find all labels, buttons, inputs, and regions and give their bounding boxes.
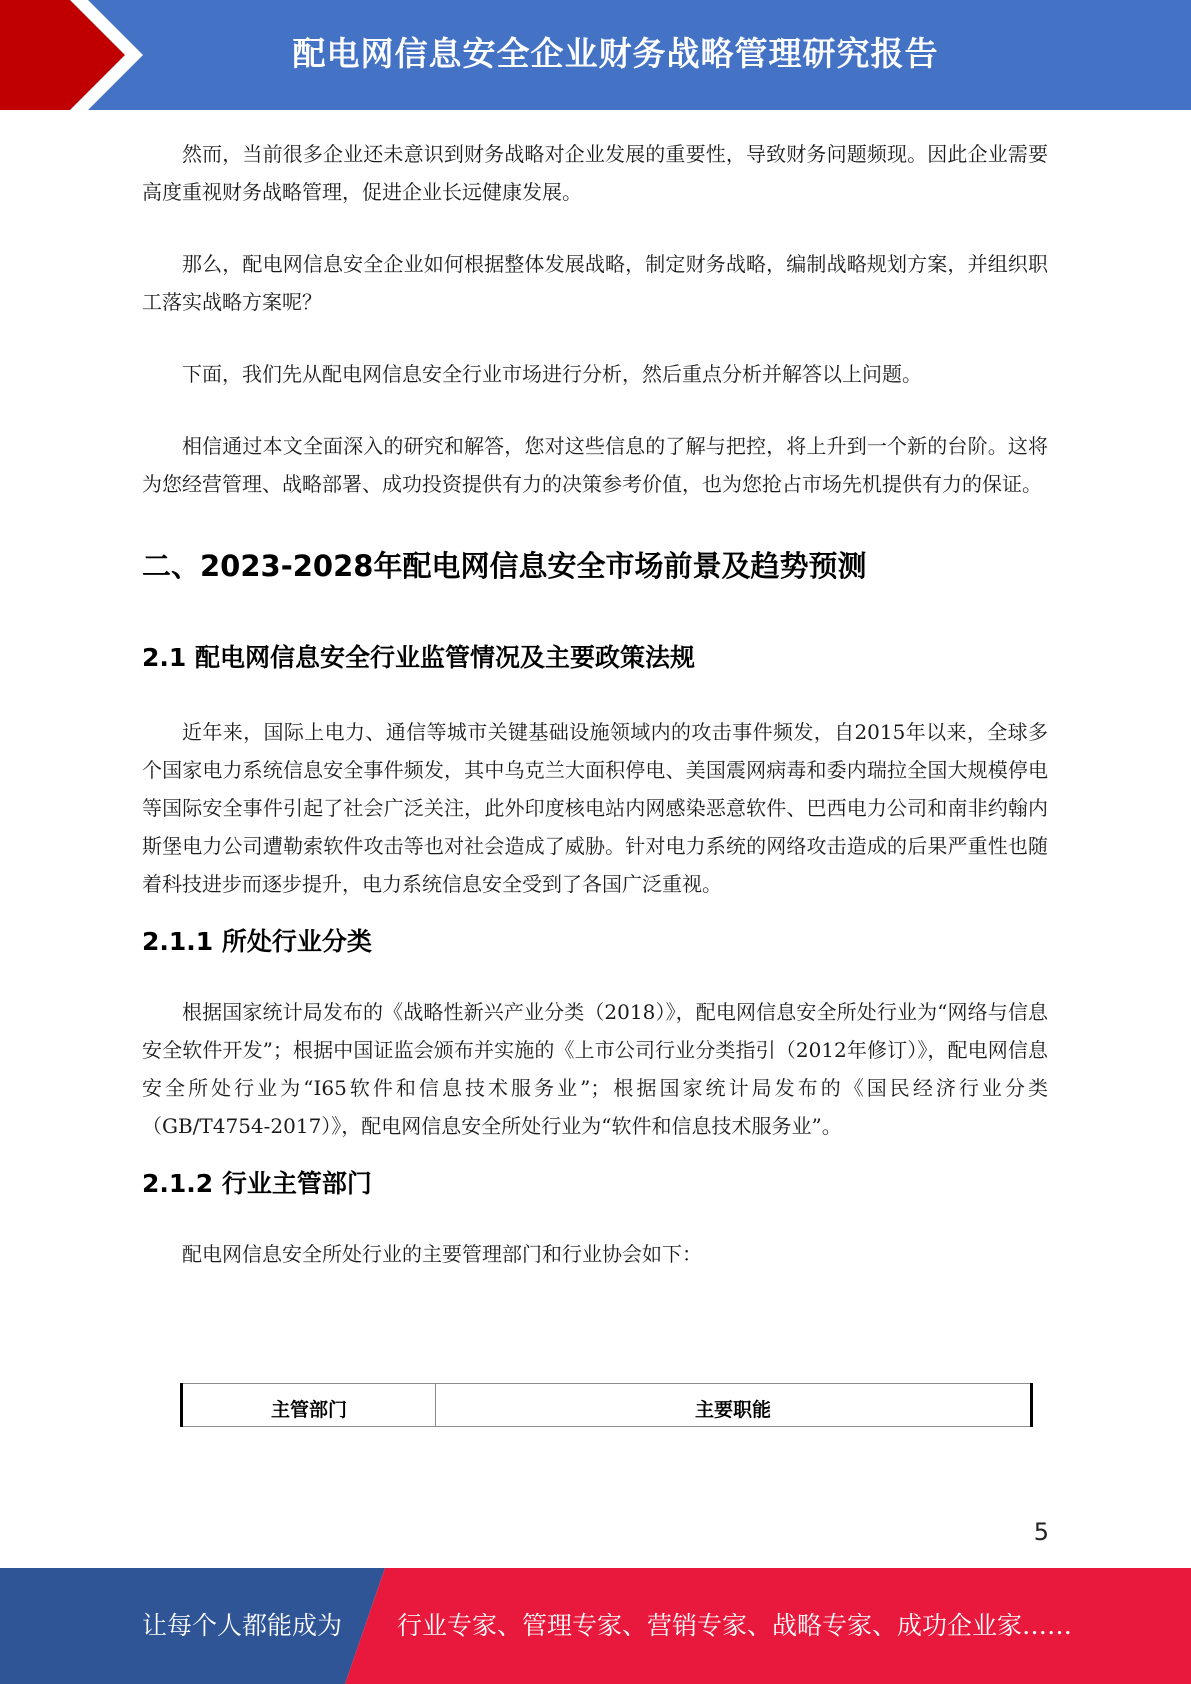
section-2-1-2-paragraph: 配电网信息安全所处行业的主要管理部门和行业协会如下： [182, 1242, 702, 1266]
section-2-1-heading: 2.1 配电网信息安全行业监管情况及主要政策法规 [142, 643, 695, 672]
page-header [0, 0, 1191, 110]
header-chevron-decoration [0, 0, 150, 110]
table-header-duties: 主要职能 [436, 1384, 1032, 1427]
section-2-heading: 二、2023-2028年配电网信息安全市场前景及趋势预测 [142, 549, 867, 583]
footer-slogan-right: 行业专家、管理专家、营销专家、战略专家、成功企业家…… [397, 1611, 1073, 1640]
page-footer [0, 1568, 1191, 1684]
paragraph-intro-1: 然而，当前很多企业还未意识到财务战略对企业发展的重要性，导致财务问题频现。因此企业需要高度重视财务战略管理，促进企业长远健康发展。 [142, 142, 1048, 204]
paragraph-intro-2: 那么，配电网信息安全企业如何根据整体发展战略，制定财务战略，编制战略规划方案，并组织职工落实战略方案呢？ [142, 252, 1048, 314]
table-header-department: 主管部门 [182, 1384, 436, 1427]
paragraph-intro-3: 下面，我们先从配电网信息安全行业市场进行分析，然后重点分析并解答以上问题。 [182, 362, 922, 386]
footer-slogan-left: 让每个人都能成为 [142, 1611, 343, 1640]
table-header-row [182, 1384, 1032, 1427]
section-2-1-paragraph: 近年来，国际上电力、通信等城市关键基础设施领域内的攻击事件频发，自2015年以来，全球多个国家电力系统信息安全事件频发，其中乌克兰大面积停电、美国震网病毒和委内瑞拉全国大规模停电等国际安全事件引起了社会广泛关注，此外印度核电站内网感染恶意软件、巴西电力公司和南非约翰内斯堡电力公司遭勒索软件攻击等也对社会造成了威胁。针对电力系统的网络攻击造成的后果严重性也随着科技进步而逐步提升，电力系统信息安全受到了各国广泛重视。 [142, 720, 1048, 896]
section-2-1-2-heading: 2.1.2 行业主管部门 [142, 1169, 372, 1198]
section-2-1-1-heading: 2.1.1 所处行业分类 [142, 927, 372, 956]
page-number: 5 [1033, 1518, 1049, 1546]
departments-table [180, 1383, 1033, 1427]
paragraph-intro-4: 相信通过本文全面深入的研究和解答，您对这些信息的了解与把控，将上升到一个新的台阶。这将为您经营管理、战略部署、成功投资提供有力的决策参考价值，也为您抢占市场先机提供有力的保证。 [142, 434, 1048, 496]
section-2-1-1-paragraph: 根据国家统计局发布的《战略性新兴产业分类（2018）》，配电网信息安全所处行业为“网络与信息安全软件开发”；根据中国证监会颁布并实施的《上市公司行业分类指引（2012年修订）》，配电网信息安全所处行业为“I65软件和信息技术服务业”；根据国家统计局发布的《国民经济行业分类（GB/T4754-2017）》，配电网信息安全所处行业为“软件和信息技术服务业”。 [142, 1000, 1048, 1138]
page-content [142, 135, 1048, 1273]
report-title: 配电网信息安全企业财务战略管理研究报告 [292, 34, 939, 73]
